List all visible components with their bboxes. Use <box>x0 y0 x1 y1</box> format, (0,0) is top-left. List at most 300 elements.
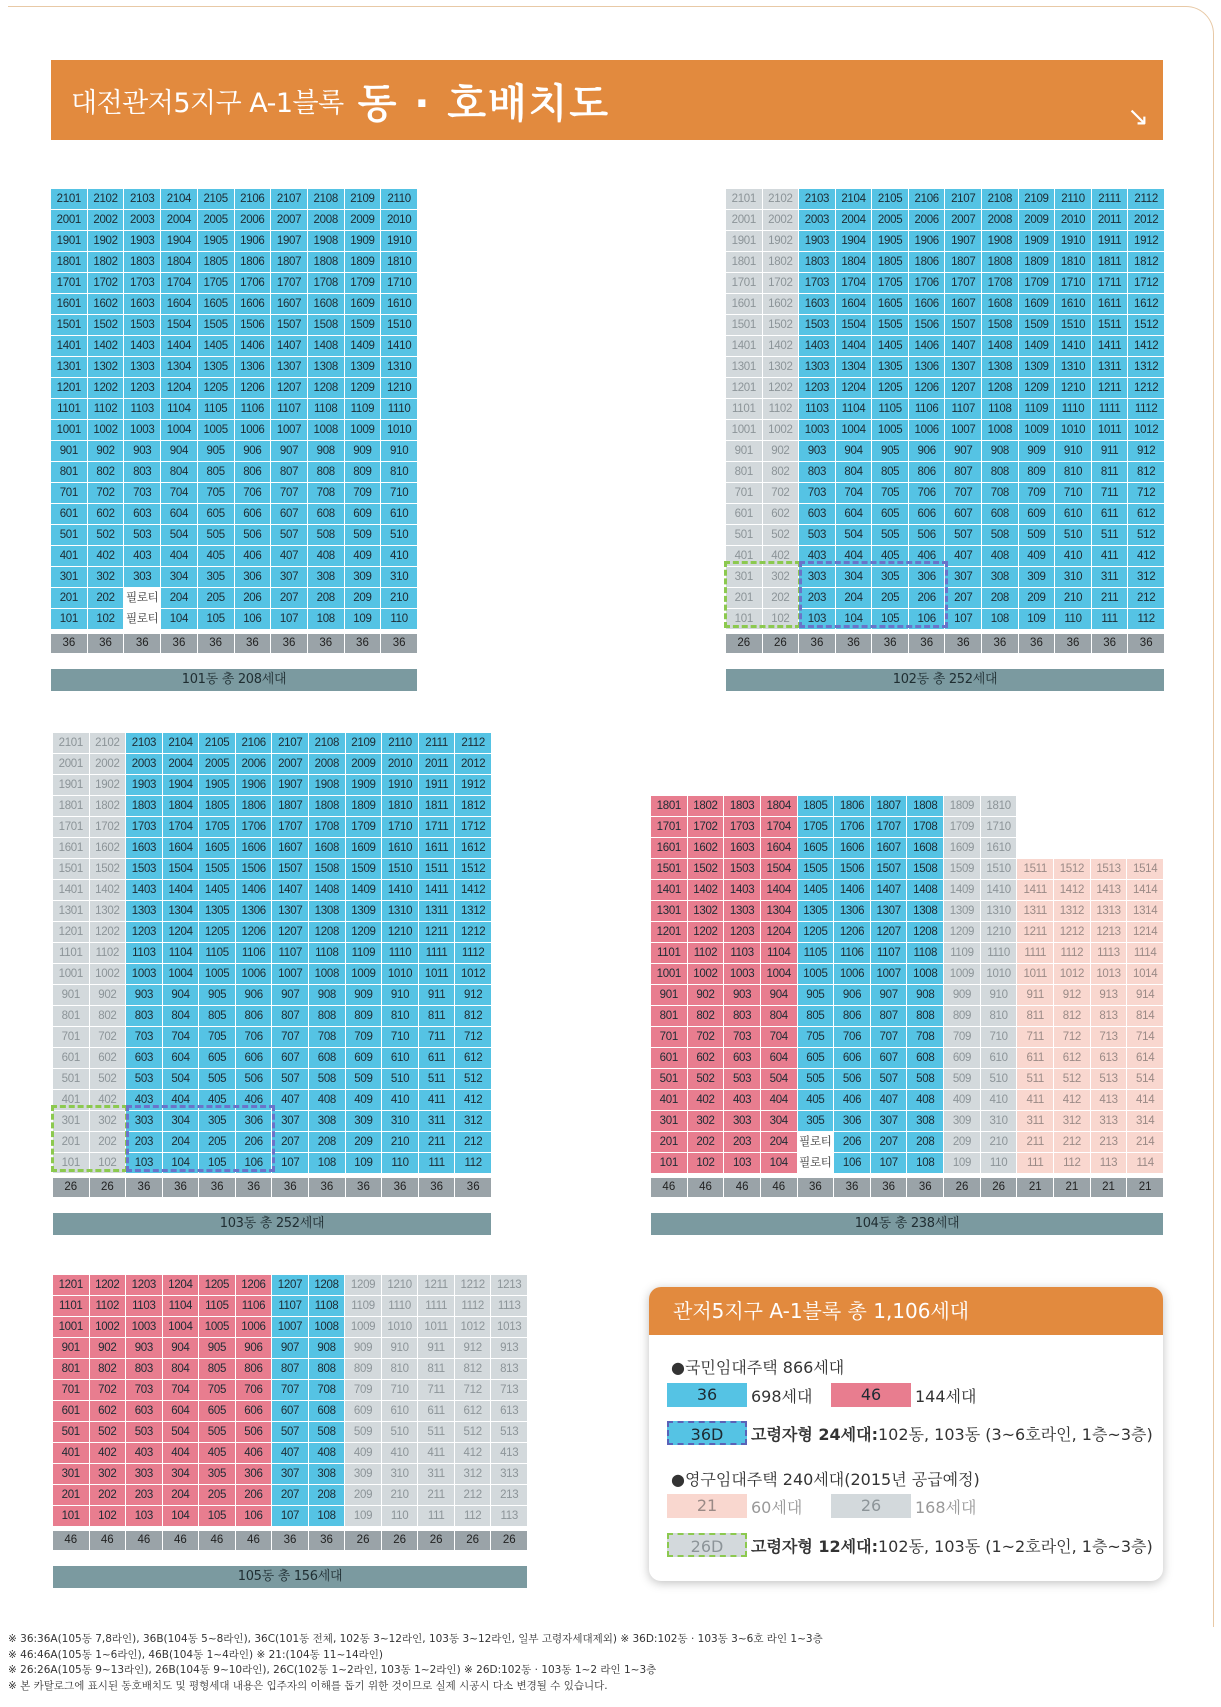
unit-cell: 1301 <box>726 357 762 377</box>
unit-cell: 1008 <box>308 420 344 440</box>
unit-type-cell: 36 <box>124 634 160 653</box>
unit-cell: 1210 <box>981 922 1017 942</box>
unit-cell: 503 <box>799 525 835 545</box>
unit-cell: 2103 <box>126 733 162 753</box>
unit-type-cell: 36 <box>1019 634 1055 653</box>
unit-cell: 1314 <box>1127 901 1163 921</box>
unit-cell: 110 <box>1055 609 1091 629</box>
unit-cell: 1602 <box>88 294 124 314</box>
unit-cell: 805 <box>199 1006 235 1026</box>
unit-cell: 810 <box>381 462 417 482</box>
unit-cell: 907 <box>271 441 307 461</box>
unit-cell: 1110 <box>1055 399 1091 419</box>
unit-cell: 1006 <box>834 964 870 984</box>
unit-cell: 208 <box>982 588 1018 608</box>
unit-cell: 106 <box>236 1506 272 1526</box>
unit-cell: 1603 <box>124 294 160 314</box>
unit-cell: 404 <box>161 546 197 566</box>
unit-cell: 2104 <box>836 189 872 209</box>
unit-cell: 1602 <box>763 294 799 314</box>
unit-cell: 602 <box>688 1048 724 1068</box>
unit-cell: 2106 <box>235 189 271 209</box>
unit-cell: 510 <box>382 1069 418 1089</box>
unit-cell: 409 <box>944 1090 980 1110</box>
unit-cell: 207 <box>871 1132 907 1152</box>
unit-cell: 206 <box>236 1485 272 1505</box>
unit-cell: 1404 <box>761 880 797 900</box>
unit-cell: 1105 <box>199 1296 235 1316</box>
unit-cell: 308 <box>308 567 344 587</box>
unit-cell: 1802 <box>90 796 126 816</box>
unit-cell: 305 <box>199 1464 235 1484</box>
unit-cell: 809 <box>346 1006 382 1026</box>
unit-cell: 2001 <box>51 210 87 230</box>
unit-cell: 902 <box>688 985 724 1005</box>
unit-cell: 1610 <box>981 838 1017 858</box>
unit-cell: 1908 <box>982 231 1018 251</box>
unit-cell: 1609 <box>1019 294 1055 314</box>
unit-cell: 2102 <box>763 189 799 209</box>
unit-cell: 712 <box>455 1380 491 1400</box>
unit-type-cell: 36 <box>907 1178 943 1197</box>
unit-cell: 2010 <box>381 210 417 230</box>
unit-cell: 808 <box>982 462 1018 482</box>
unit-cell: 609 <box>345 504 381 524</box>
unit-cell: 306 <box>909 567 945 587</box>
unit-cell: 501 <box>726 525 762 545</box>
unit-cell: 403 <box>126 1443 162 1463</box>
unit-type-cell: 46 <box>688 1178 724 1197</box>
unit-type-cell: 36 <box>419 1178 455 1197</box>
unit-cell: 1811 <box>419 796 455 816</box>
unit-cell: 1905 <box>199 775 235 795</box>
unit-cell: 302 <box>688 1111 724 1131</box>
unit-cell: 2012 <box>1128 210 1164 230</box>
unit-type-cell: 36 <box>872 634 908 653</box>
unit-type-cell: 26 <box>53 1178 89 1197</box>
unit-type-row <box>651 1178 1163 1197</box>
unit-cell: 1911 <box>1092 231 1128 251</box>
unit-cell: 2001 <box>53 754 89 774</box>
unit-cell: 1608 <box>309 838 345 858</box>
unit-cell: 1109 <box>345 1296 381 1316</box>
unit-cell: 410 <box>382 1090 418 1110</box>
unit-cell: 905 <box>798 985 834 1005</box>
unit-cell: 1410 <box>1055 336 1091 356</box>
unit-cell <box>1127 796 1163 816</box>
unit-cell: 2103 <box>799 189 835 209</box>
unit-cell: 1808 <box>982 252 1018 272</box>
unit-cell: 908 <box>982 441 1018 461</box>
unit-cell: 1202 <box>90 1275 126 1295</box>
unit-cell: 1302 <box>88 357 124 377</box>
unit-cell: 705 <box>199 1380 235 1400</box>
unit-cell: 605 <box>872 504 908 524</box>
unit-cell: 604 <box>161 504 197 524</box>
unit-cell: 801 <box>53 1359 89 1379</box>
unit-cell: 1401 <box>651 880 687 900</box>
unit-cell: 311 <box>1017 1111 1053 1131</box>
unit-cell: 1108 <box>907 943 943 963</box>
unit-cell: 303 <box>799 567 835 587</box>
unit-cell: 110 <box>382 1506 418 1526</box>
unit-cell: 2009 <box>1019 210 1055 230</box>
unit-cell: 1309 <box>944 901 980 921</box>
unit-cell: 904 <box>836 441 872 461</box>
unit-type-cell: 26 <box>345 1531 381 1550</box>
unit-cell: 1701 <box>651 817 687 837</box>
unit-cell: 902 <box>90 985 126 1005</box>
unit-cell: 909 <box>944 985 980 1005</box>
unit-cell: 1604 <box>161 294 197 314</box>
unit-cell: 2109 <box>345 189 381 209</box>
unit-cell: 1112 <box>455 943 491 963</box>
unit-cell: 1702 <box>688 817 724 837</box>
unit-cell: 1511 <box>419 859 455 879</box>
unit-cell: 1306 <box>834 901 870 921</box>
unit-cell: 1706 <box>236 817 272 837</box>
unit-cell: 1113 <box>491 1296 527 1316</box>
unit-cell: 406 <box>235 546 271 566</box>
unit-cell: 403 <box>724 1090 760 1110</box>
unit-cell: 904 <box>161 441 197 461</box>
legend-swatch-26d: 26D <box>667 1533 747 1557</box>
unit-cell: 609 <box>346 1048 382 1068</box>
unit-cell: 604 <box>163 1401 199 1421</box>
unit-cell: 필로티 <box>798 1153 834 1173</box>
unit-cell: 812 <box>1128 462 1164 482</box>
unit-cell: 1507 <box>945 315 981 335</box>
unit-type-row <box>51 634 417 653</box>
unit-cell: 509 <box>345 1422 381 1442</box>
unit-cell: 1114 <box>1127 943 1163 963</box>
unit-cell: 1210 <box>382 1275 418 1295</box>
unit-cell: 201 <box>53 1485 89 1505</box>
unit-cell: 1203 <box>126 922 162 942</box>
legend-26d-bold: 고령자형 12세대: <box>751 1536 878 1556</box>
unit-cell: 1512 <box>1054 859 1090 879</box>
unit-type-cell: 21 <box>1054 1178 1090 1197</box>
unit-cell: 213 <box>1091 1132 1127 1152</box>
unit-cell: 1403 <box>124 336 160 356</box>
building-102 <box>726 189 1164 691</box>
unit-grid <box>53 1275 527 1526</box>
unit-cell: 1501 <box>726 315 762 335</box>
unit-cell: 903 <box>124 441 160 461</box>
unit-cell: 2102 <box>88 189 124 209</box>
unit-cell: 1008 <box>309 1317 345 1337</box>
unit-cell: 802 <box>763 462 799 482</box>
unit-cell: 1502 <box>763 315 799 335</box>
unit-cell: 1108 <box>982 399 1018 419</box>
unit-cell: 1407 <box>945 336 981 356</box>
unit-cell: 1502 <box>90 859 126 879</box>
unit-cell: 307 <box>272 1111 308 1131</box>
unit-cell: 1106 <box>235 399 271 419</box>
unit-cell: 111 <box>1017 1153 1053 1173</box>
unit-cell: 105 <box>872 609 908 629</box>
unit-cell: 2012 <box>455 754 491 774</box>
unit-cell: 304 <box>836 567 872 587</box>
unit-cell: 1201 <box>726 378 762 398</box>
unit-cell: 1112 <box>455 1296 491 1316</box>
unit-cell: 2103 <box>124 189 160 209</box>
unit-grid <box>726 189 1164 629</box>
unit-cell: 1405 <box>872 336 908 356</box>
unit-cell: 509 <box>345 525 381 545</box>
unit-cell: 1303 <box>126 901 162 921</box>
unit-cell: 1207 <box>272 922 308 942</box>
unit-cell: 610 <box>381 504 417 524</box>
unit-cell: 1014 <box>1127 964 1163 984</box>
unit-cell: 814 <box>1127 1006 1163 1026</box>
unit-cell: 1604 <box>163 838 199 858</box>
unit-cell: 1904 <box>163 775 199 795</box>
unit-cell: 612 <box>1054 1048 1090 1068</box>
unit-cell: 908 <box>309 1338 345 1358</box>
unit-cell: 1110 <box>382 1296 418 1316</box>
building-104 <box>651 796 1163 1235</box>
unit-cell: 701 <box>726 483 762 503</box>
unit-cell: 404 <box>163 1443 199 1463</box>
unit-cell: 2106 <box>236 733 272 753</box>
unit-cell: 1109 <box>346 943 382 963</box>
unit-cell: 904 <box>163 985 199 1005</box>
unit-cell: 810 <box>382 1006 418 1026</box>
unit-cell: 1504 <box>161 315 197 335</box>
unit-cell: 809 <box>944 1006 980 1026</box>
unit-cell: 1205 <box>798 922 834 942</box>
unit-cell: 810 <box>382 1359 418 1379</box>
unit-cell: 1006 <box>236 964 272 984</box>
unit-cell: 2009 <box>346 754 382 774</box>
unit-cell: 710 <box>382 1027 418 1047</box>
unit-cell: 304 <box>163 1464 199 1484</box>
unit-cell: 1812 <box>455 796 491 816</box>
unit-cell: 308 <box>309 1464 345 1484</box>
unit-cell: 210 <box>1055 588 1091 608</box>
unit-cell: 1409 <box>345 336 381 356</box>
unit-cell: 1303 <box>724 901 760 921</box>
unit-cell: 1411 <box>419 880 455 900</box>
unit-cell: 701 <box>51 483 87 503</box>
unit-cell: 1801 <box>726 252 762 272</box>
legend-row-36-46 <box>667 1383 976 1407</box>
unit-cell: 1804 <box>761 796 797 816</box>
unit-cell: 512 <box>1128 525 1164 545</box>
unit-cell: 601 <box>651 1048 687 1068</box>
unit-cell: 2111 <box>419 733 455 753</box>
unit-type-cell: 26 <box>491 1531 527 1550</box>
unit-cell: 1706 <box>834 817 870 837</box>
unit-cell: 1209 <box>345 1275 381 1295</box>
unit-cell: 2110 <box>1055 189 1091 209</box>
unit-type-cell: 36 <box>346 1178 382 1197</box>
unit-cell: 1203 <box>126 1275 162 1295</box>
legend-36-count: 698세대 <box>751 1386 813 1406</box>
unit-cell: 1311 <box>1017 901 1053 921</box>
unit-type-cell: 36 <box>798 1178 834 1197</box>
unit-cell: 1304 <box>163 901 199 921</box>
unit-cell: 401 <box>726 546 762 566</box>
unit-cell: 1505 <box>198 315 234 335</box>
unit-cell: 706 <box>909 483 945 503</box>
unit-cell: 1208 <box>309 1275 345 1295</box>
unit-cell: 410 <box>382 1443 418 1463</box>
unit-cell: 106 <box>834 1153 870 1173</box>
unit-cell: 403 <box>126 1090 162 1110</box>
unit-cell: 401 <box>53 1443 89 1463</box>
unit-cell <box>1017 817 1053 837</box>
unit-cell: 411 <box>419 1090 455 1110</box>
unit-cell: 1303 <box>799 357 835 377</box>
unit-cell: 706 <box>834 1027 870 1047</box>
unit-cell: 1209 <box>346 922 382 942</box>
unit-cell: 1503 <box>124 315 160 335</box>
unit-cell: 1603 <box>724 838 760 858</box>
unit-cell: 1308 <box>309 901 345 921</box>
unit-cell: 607 <box>871 1048 907 1068</box>
unit-cell: 1002 <box>90 1317 126 1337</box>
unit-type-cell: 36 <box>871 1178 907 1197</box>
unit-cell: 310 <box>981 1111 1017 1131</box>
unit-cell: 2105 <box>198 189 234 209</box>
unit-cell: 1608 <box>308 294 344 314</box>
building-total-label: 101동 총 208세대 <box>51 669 417 691</box>
unit-cell: 1005 <box>872 420 908 440</box>
unit-cell: 2011 <box>1092 210 1128 230</box>
legend-swatch-46: 46 <box>831 1383 911 1407</box>
unit-cell: 206 <box>236 1132 272 1152</box>
unit-cell: 704 <box>161 483 197 503</box>
unit-cell: 1412 <box>455 880 491 900</box>
unit-cell: 612 <box>455 1401 491 1421</box>
unit-cell: 707 <box>945 483 981 503</box>
legend-row-26d <box>667 1533 1153 1557</box>
unit-cell: 509 <box>346 1069 382 1089</box>
unit-cell: 1505 <box>199 859 235 879</box>
unit-cell: 608 <box>309 1401 345 1421</box>
unit-cell: 809 <box>1019 462 1055 482</box>
unit-cell: 708 <box>309 1027 345 1047</box>
unit-cell: 1706 <box>909 273 945 293</box>
unit-cell: 1202 <box>90 922 126 942</box>
unit-cell: 312 <box>455 1464 491 1484</box>
unit-cell: 102 <box>88 609 124 629</box>
unit-cell: 1607 <box>871 838 907 858</box>
unit-cell: 1406 <box>909 336 945 356</box>
unit-cell: 1001 <box>651 964 687 984</box>
unit-cell: 906 <box>235 441 271 461</box>
unit-cell: 2007 <box>272 754 308 774</box>
footnotes <box>8 1632 823 1694</box>
unit-cell: 803 <box>724 1006 760 1026</box>
unit-cell: 1111 <box>1017 943 1053 963</box>
unit-cell: 1503 <box>724 859 760 879</box>
unit-cell: 1001 <box>53 964 89 984</box>
unit-cell: 1310 <box>981 901 1017 921</box>
legend-36d-bold: 고령자형 24세대: <box>751 1424 878 1444</box>
unit-cell: 1811 <box>1092 252 1128 272</box>
unit-cell: 1803 <box>124 252 160 272</box>
unit-cell: 1003 <box>126 964 162 984</box>
unit-cell: 408 <box>309 1090 345 1110</box>
unit-cell: 2010 <box>1055 210 1091 230</box>
unit-cell: 1514 <box>1127 859 1163 879</box>
unit-cell: 507 <box>272 1069 308 1089</box>
unit-cell: 703 <box>124 483 160 503</box>
unit-type-cell: 36 <box>1055 634 1091 653</box>
building-101 <box>51 189 417 691</box>
unit-cell: 407 <box>272 1090 308 1110</box>
unit-cell: 2008 <box>308 210 344 230</box>
unit-cell: 712 <box>1128 483 1164 503</box>
unit-cell: 1309 <box>1019 357 1055 377</box>
unit-cell: 713 <box>491 1380 527 1400</box>
unit-cell: 402 <box>763 546 799 566</box>
unit-cell: 2008 <box>309 754 345 774</box>
unit-cell: 1703 <box>126 817 162 837</box>
unit-cell: 201 <box>51 588 87 608</box>
unit-cell: 212 <box>455 1485 491 1505</box>
unit-cell: 1205 <box>872 378 908 398</box>
unit-cell: 305 <box>872 567 908 587</box>
unit-cell: 1705 <box>198 273 234 293</box>
unit-cell: 308 <box>982 567 1018 587</box>
unit-cell: 504 <box>761 1069 797 1089</box>
unit-cell: 205 <box>199 1132 235 1152</box>
unit-cell: 704 <box>761 1027 797 1047</box>
unit-cell: 205 <box>872 588 908 608</box>
unit-cell: 1205 <box>199 922 235 942</box>
title-bar <box>51 60 1163 140</box>
unit-cell: 109 <box>345 1506 381 1526</box>
unit-cell: 1904 <box>161 231 197 251</box>
unit-cell: 1902 <box>90 775 126 795</box>
unit-cell: 1710 <box>1055 273 1091 293</box>
unit-cell: 1702 <box>90 817 126 837</box>
unit-cell: 1205 <box>198 378 234 398</box>
unit-cell: 1605 <box>198 294 234 314</box>
unit-cell: 507 <box>945 525 981 545</box>
unit-cell: 1407 <box>271 336 307 356</box>
unit-cell: 1206 <box>235 378 271 398</box>
unit-cell: 1301 <box>53 901 89 921</box>
unit-cell: 804 <box>163 1359 199 1379</box>
unit-cell: 1402 <box>90 880 126 900</box>
unit-cell: 1108 <box>308 399 344 419</box>
unit-cell: 1603 <box>799 294 835 314</box>
unit-cell: 307 <box>271 567 307 587</box>
unit-cell: 311 <box>1092 567 1128 587</box>
unit-cell: 902 <box>88 441 124 461</box>
unit-cell: 1213 <box>1091 922 1127 942</box>
unit-type-cell: 46 <box>236 1531 272 1550</box>
unit-type-cell: 26 <box>763 634 799 653</box>
unit-cell: 609 <box>1019 504 1055 524</box>
legend-swatch-36d: 36D <box>667 1421 747 1445</box>
unit-cell: 608 <box>907 1048 943 1068</box>
unit-cell: 406 <box>909 546 945 566</box>
unit-cell: 910 <box>381 441 417 461</box>
unit-cell: 1807 <box>871 796 907 816</box>
unit-cell: 606 <box>236 1401 272 1421</box>
unit-cell: 210 <box>981 1132 1017 1152</box>
unit-cell: 1101 <box>53 1296 89 1316</box>
unit-cell: 1004 <box>163 1317 199 1337</box>
unit-cell: 101 <box>51 609 87 629</box>
unit-cell <box>1054 838 1090 858</box>
